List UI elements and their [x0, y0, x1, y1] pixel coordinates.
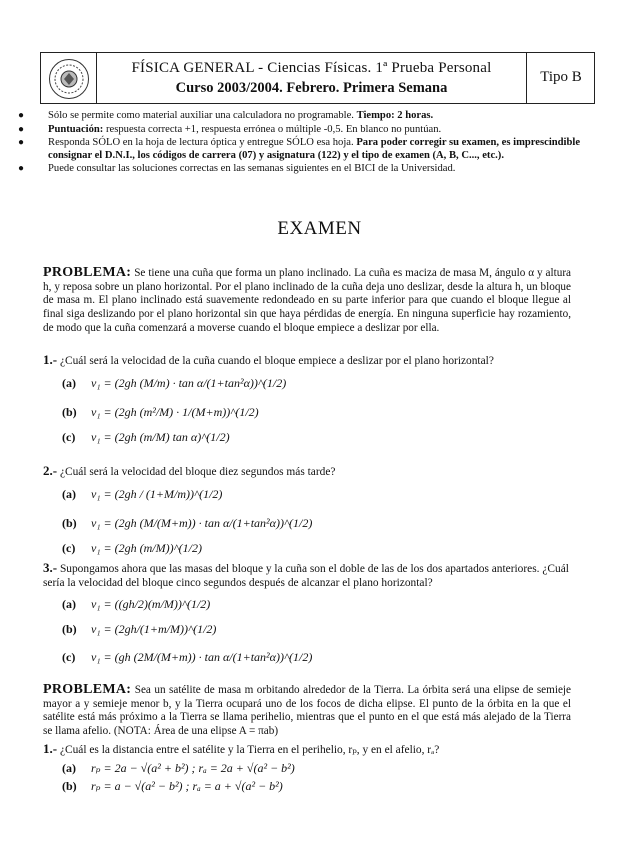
- question: 2.- ¿Cuál será la velocidad del bloque diez segundos más tarde?: [43, 463, 336, 478]
- instructions-list: [14, 110, 614, 177]
- answer-option: (b) rₚ = a − √(a² − b²) ; rₐ = a + √(a² − b²): [62, 779, 283, 793]
- bullet-icon: ●: [18, 110, 25, 121]
- answer-option: (a) v₁ = ((gh/2)(m/M))^(1/2): [62, 597, 211, 611]
- answer-option: (c) v₁ = (2gh (m/M) tan α)^(1/2): [62, 430, 230, 444]
- instruction-item: ● Responda SÓLO en la hoja de lectura óptica y entregue SÓLO esa hoja. Para poder corregir su examen, es imprescindible consignar el D.N.I., los códigos de carrera (07) y asignatura (122) y el tipo de examen (A, B, C..., etc.).: [18, 137, 581, 161]
- course-session: Curso 2003/2004. Febrero. Primera Semana: [175, 80, 448, 96]
- instruction-item: ● Puede consultar las soluciones correctas en las semanas siguientes en el BICI de la Universidad.: [18, 163, 456, 175]
- course-title: FÍSICA GENERAL - Ciencias Físicas. 1ª Prueba Personal: [131, 60, 492, 76]
- question: 3.- Supongamos ahora que las masas del bloque y la cuña son el doble de las de los dos apartados anteriores. ¿Cuál sería la velocidad del bloque cinco segundos después de alcanzar el plano horizontal?: [43, 560, 569, 589]
- exam-title: EXAMEN: [277, 218, 362, 239]
- bullet-icon: ●: [18, 163, 25, 175]
- answer-option: (c) v₁ = (gh (2M/(M+m)) · tan α/(1+tan²α))^(1/2): [62, 650, 313, 664]
- exam-type: Tipo B: [540, 69, 582, 85]
- header-divider: [526, 53, 527, 103]
- exam-header: [40, 52, 595, 104]
- bullet-icon: ●: [18, 137, 25, 149]
- answer-option: (a) v₁ = (2gh (M/m) · tan α/(1+tan²α))^(1/2): [62, 376, 287, 390]
- question: 1.- ¿Cuál es la distancia entre el satélite y la Tierra en el perihelio, rₚ, y en el afelio, rₐ?: [43, 741, 440, 756]
- instruction-item: ● Sólo se permite como material auxiliar una calculadora no programable. Tiempo: 2 horas.: [18, 110, 434, 121]
- answer-option: (a) rₚ = 2a − √(a² + b²) ; rₐ = 2a + √(a² − b²): [62, 761, 295, 775]
- answer-option: (b) v₁ = (2gh (m²/M) · 1/(M+m))^(1/2): [62, 405, 259, 419]
- header-divider: [96, 53, 97, 103]
- instruction-item: ● Puntuación: respuesta correcta +1, respuesta errónea o múltiple -0,5. En blanco no puntúan.: [18, 123, 442, 135]
- answer-option: (b) v₁ = (2gh/(1+m/M))^(1/2): [62, 622, 217, 636]
- problem-statement: PROBLEMA: Se tiene una cuña que forma un plano inclinado. La cuña es maciza de masa M, ángulo α y altura h, y reposa sobre un plano horizontal. Por el plano inclinado de la cuña deja uno deslizar, desde la altura h, un bloque de masa m. El plano inclinado está suavemente redondeado en su parte inferior para que cuando el bloque llegue al final siga deslizando por el plano horizontal sin que haya pérdidas de energía. En ninguna superficie hay rozamiento, de modo que la cuña comenzará a moverse cuando el bloque empiece a deslizar por ella.: [43, 265, 572, 334]
- university-seal-icon: [49, 59, 89, 99]
- problem-statement: PROBLEMA: Sea un satélite de masa m orbitando alrededor de la Tierra. La órbita será una elipse de semieje mayor a y semieje menor b, y la Tierra ocupará uno de los focos de dicha elipse. El punto de la órbita en la que el satélite está más próximo a la Tierra se llama perihelio, mientras que el punto en el que está más alejado de la Tierra se llama afelio. (NOTA: Área de una elipse A = πab): [43, 682, 571, 738]
- answer-option: (b) v₁ = (2gh (M/(M+m)) · tan α/(1+tan²α))^(1/2): [62, 516, 313, 530]
- answer-option: (a) v₁ = (2gh / (1+M/m))^(1/2): [62, 487, 223, 501]
- question: 1.- ¿Cuál será la velocidad de la cuña cuando el bloque empiece a deslizar por el plano horizontal?: [43, 352, 494, 367]
- bullet-icon: ●: [18, 123, 25, 135]
- answer-option: (c) v₁ = (2gh (m/M))^(1/2): [62, 541, 202, 555]
